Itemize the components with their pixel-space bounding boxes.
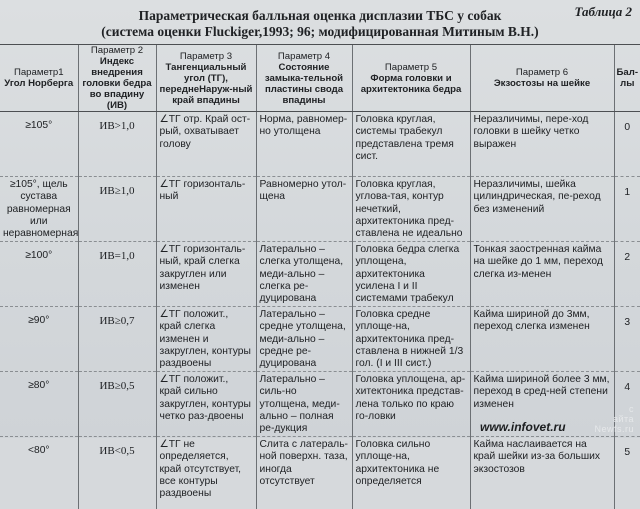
cell-penetration-index: ИВ≥1,0	[78, 177, 156, 242]
table-header-row	[0, 45, 640, 112]
cell-penetration-index: ИВ=1,0	[78, 242, 156, 307]
cell-norberg-angle: <80°	[0, 437, 78, 509]
header-parameter-5	[352, 45, 470, 112]
watermark-line-2: айта	[594, 414, 634, 424]
cell-head-shape: Головка уплощена, ар-хитектоника представ-лена только по краю го-ловки	[352, 372, 470, 437]
header-p5-title: Форма головки и архитектоника бедра	[355, 73, 468, 95]
header-parameter-3	[156, 45, 256, 112]
table-row	[0, 177, 640, 242]
header-p5-number: Параметр 5	[385, 62, 437, 73]
table-row	[0, 242, 640, 307]
cell-plate-condition: Латерально – средне утолщена, меди-ально – средне ре-дуцирована	[256, 307, 352, 372]
source-url-footer: www.infovet.ru	[480, 420, 566, 434]
cell-exostosis: Кайма наслаивается на край шейки из-за больших экзостозов	[470, 437, 614, 509]
cell-tangential-angle: ∠ТГ отр. Край ост-рый, охватывает голову	[156, 112, 256, 177]
header-score-title: Бал-лы	[617, 67, 639, 89]
table-title	[0, 8, 640, 40]
cell-plate-condition: Латерально – слегка утолщена, меди-ально – слегка ре-дуцирована	[256, 242, 352, 307]
cell-penetration-index: ИВ>1,0	[78, 112, 156, 177]
cell-plate-condition: Слита с латераль-ной поверхн. таза, иногда отсутствует	[256, 437, 352, 509]
cell-score: 2	[614, 242, 640, 307]
cell-plate-condition: Латерально – силь-но утолщена, меди-ально – полная ре-дукция	[256, 372, 352, 437]
table-number-label: Таблица 2	[574, 4, 632, 20]
cell-score: 4	[614, 372, 640, 437]
header-p6-number: Параметр 6	[516, 67, 568, 78]
header-score	[614, 45, 640, 112]
watermark-line-3: Newfs.ru	[594, 424, 634, 434]
cell-norberg-angle: ≥90°	[0, 307, 78, 372]
cell-score: 3	[614, 307, 640, 372]
dysplasia-scoring-table	[0, 44, 640, 509]
header-parameter-4	[256, 45, 352, 112]
header-parameter-2	[78, 45, 156, 112]
cell-tangential-angle: ∠ТГ не определяется, край отсутствует, все контуры раздвоены	[156, 437, 256, 509]
cell-tangential-angle: ∠ТГ горизонталь-ный	[156, 177, 256, 242]
cell-penetration-index: ИВ<0,5	[78, 437, 156, 509]
cell-tangential-angle: ∠ТГ горизонталь-ный, край слегка закруглен или изменен	[156, 242, 256, 307]
header-p4-number: Параметр 4	[278, 51, 330, 62]
table-row	[0, 112, 640, 177]
cell-norberg-angle: ≥105°	[0, 112, 78, 177]
cell-norberg-angle: ≥105°, щель сустава равномерная или неравномерная	[0, 177, 78, 242]
cell-norberg-angle: ≥80°	[0, 372, 78, 437]
cell-exostosis: Неразличимы, шейка цилиндрическая, пе-реход без изменений	[470, 177, 614, 242]
header-p4-title: Состояние замыка-тельной пластины свода впадины	[259, 62, 350, 106]
cell-score: 1	[614, 177, 640, 242]
cell-tangential-angle: ∠ТГ положит., край сильно закруглен, контуры четко раз-двоены	[156, 372, 256, 437]
site-watermark	[594, 404, 634, 434]
title-line-1: Параметрическая балльная оценка дисплазии ТБС у собак	[0, 8, 640, 24]
cell-head-shape: Головка круглая, углова-тая, контур нечеткий, архитектоника пред-ставлена не идеально	[352, 177, 470, 242]
header-p1-number: Параметр1	[14, 67, 64, 78]
cell-exostosis: Тонкая заостренная кайма на шейке до 1 мм, переход слегка из-менен	[470, 242, 614, 307]
watermark-line-1: с	[594, 404, 634, 414]
cell-score: 5	[614, 437, 640, 509]
header-p3-number: Параметр 3	[180, 51, 232, 62]
header-parameter-6	[470, 45, 614, 112]
cell-tangential-angle: ∠ТГ положит., край слегка изменен и закруглен, контуры раздвоены	[156, 307, 256, 372]
cell-head-shape: Головка бедра слегка уплощена, архитектоника усилена I и II системами трабекул	[352, 242, 470, 307]
header-p2-number: Параметр 2	[91, 45, 143, 56]
cell-head-shape: Головка круглая, системы трабекул представлена тремя сист.	[352, 112, 470, 177]
cell-plate-condition: Норма, равномер-но утолщена	[256, 112, 352, 177]
cell-head-shape: Головка средне уплоще-на, архитектоника пред-ставлена в нижней 1/3 гол. (I и III сист.)	[352, 307, 470, 372]
header-p1-title: Угол Норберга	[2, 78, 76, 89]
title-line-2: (система оценки Fluckiger,1993; 96; модифицированная Митиным В.Н.)	[0, 24, 640, 40]
table-row	[0, 307, 640, 372]
cell-exostosis: Кайма шириной более 3 мм, переход в сред-ней степени изменен	[470, 372, 614, 437]
header-p2-title: Индекс внедрения головки бедра во впадину (ИВ)	[81, 56, 154, 111]
cell-penetration-index: ИВ≥0,7	[78, 307, 156, 372]
header-p6-title: Экзостозы на шейке	[473, 78, 612, 89]
cell-exostosis: Неразличимы, пере-ход головки в шейку четко выражен	[470, 112, 614, 177]
cell-penetration-index: ИВ≥0,5	[78, 372, 156, 437]
table-row	[0, 437, 640, 509]
cell-score: 0	[614, 112, 640, 177]
header-parameter-1	[0, 45, 78, 112]
cell-plate-condition: Равномерно утол-щена	[256, 177, 352, 242]
cell-norberg-angle: ≥100°	[0, 242, 78, 307]
header-p3-title: Тангенциальный угол (ТГ), переднеНаруж-ный край впадины	[159, 62, 254, 106]
cell-exostosis: Кайма шириной до 3мм, переход слегка изменен	[470, 307, 614, 372]
cell-head-shape: Головка сильно уплоще-на, архитектоника не определяется	[352, 437, 470, 509]
